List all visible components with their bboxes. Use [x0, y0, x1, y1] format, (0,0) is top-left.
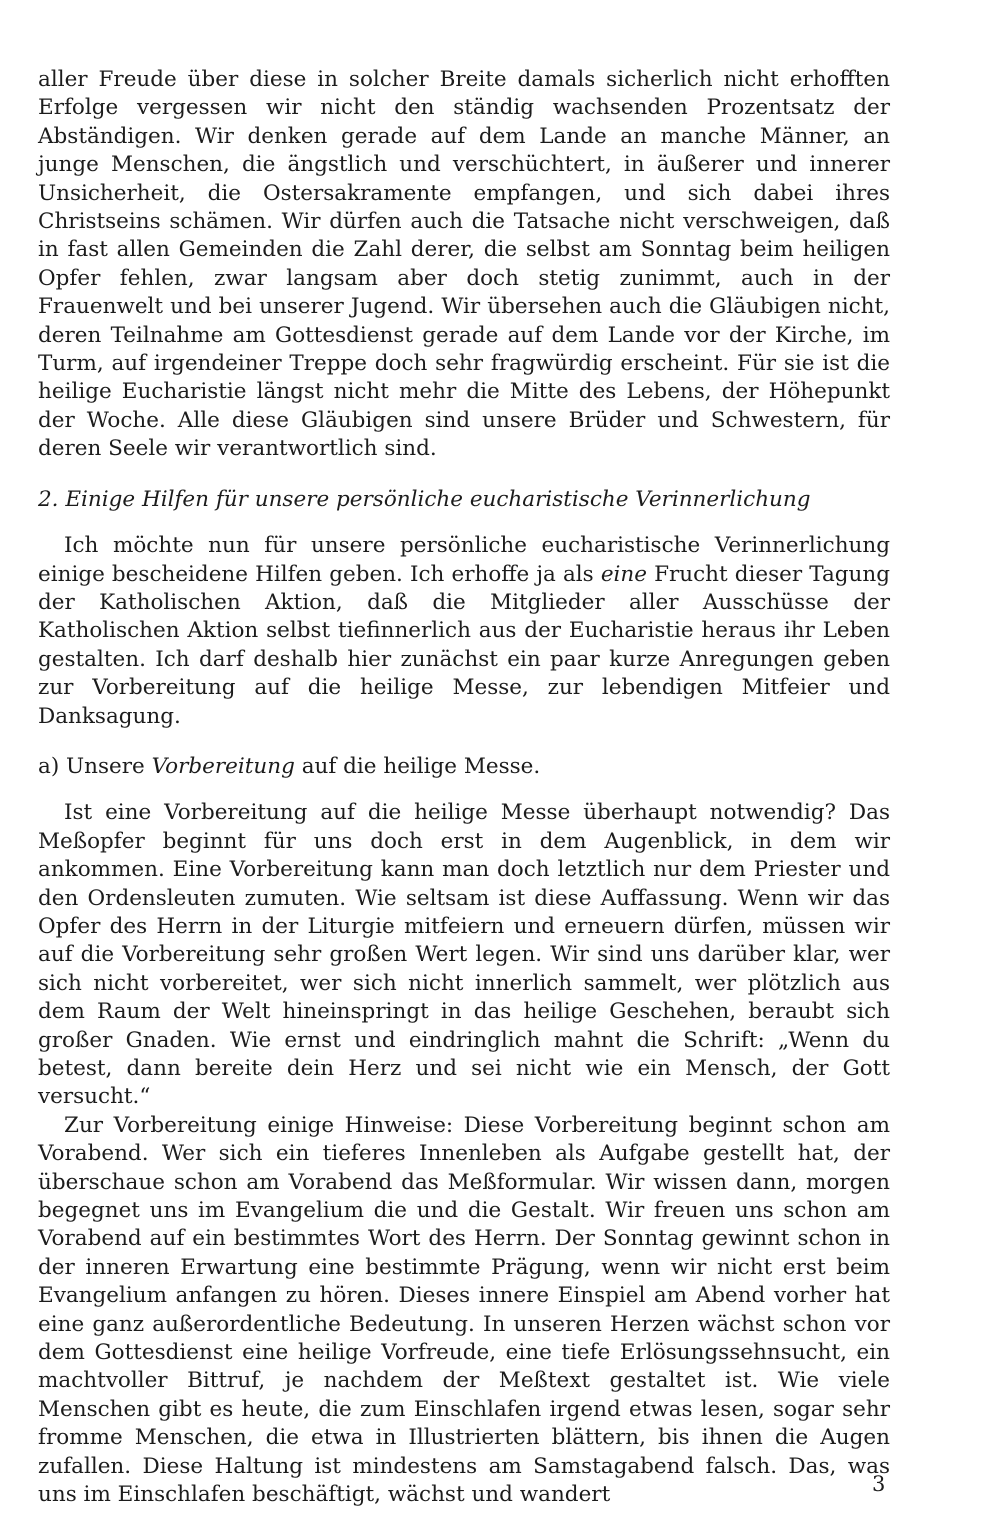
paragraph-hints: Zur Vorbereitung einige Hinweise: Diese Vorbereitung beginnt schon am Vorabend. Wer sich ein tieferes Innenleben als Aufgabe gestellt hat, der überschaue schon am Vorabend das Meßformular. Wir wissen dann, morgen begegnet uns im Evangelium die und die Gestalt. Wir freuen uns schon am Vorabend auf ein bestimmtes Wort des Herrn. Der Sonntag gewinnt schon in der inneren Erwartung eine bestimmte Prägung, wenn wir nicht erst beim Evangelium anfangen zu hören. Dieses innere Einspiel am Abend vorher hat eine ganz außerordentliche Bedeutung. In unseren Herzen wächst schon vor dem Gottesdienst eine heilige Vorfreude, eine tiefe Erlösungssehnsucht, ein machtvoller Bittruf, je nachdem der Meßtext gestaltet ist. Wie viele Menschen gibt es heute, die zum Einschlafen irgend etwas lesen, sogar sehr fromme Menschen, die etwa in Illustrierten blättern, bis ihnen die Augen zufallen. Diese Haltung ist mindestens am Samstagabend falsch. Das, was uns im Einschlafen beschäftigt, wächst und wandert	[38, 1112, 890, 1508]
subheading-text-part: a) Unsere	[38, 753, 152, 779]
paragraph-continued: aller Freude über diese in solcher Breite damals sicherlich nicht erhofften Erfolge vergessen wir nicht den ständig wachsenden Prozentsatz der Abständigen. Wir denken gerade auf dem Lande an manche Männer, an junge Menschen, die ängstlich und verschüchtert, in äußerer und innerer Unsicherheit, die Ostersakramente empfangen, und sich dabei ihres Christseins schämen. Wir dürfen auch die Tatsache nicht verschweigen, daß in fast allen Gemeinden die Zahl derer, die selbst am Sonntag beim heiligen Opfer fehlen, zwar langsam aber doch stetig zunimmt, auch in der Frauenwelt und bei unserer Jugend. Wir übersehen auch die Gläubigen nicht, deren Teilnahme am Gottesdienst gerade auf dem Lande vor der Kirche, im Turm, auf irgendeiner Treppe doch sehr fragwürdig erscheint. Für sie ist die heilige Eucharistie längst nicht mehr die Mitte des Lebens, der Höhepunkt der Woche. Alle diese Gläubigen sind unsere Brüder und Schwestern, für deren Seele wir verantwortlich sind.	[38, 67, 890, 462]
section-heading: 2. Einige Hilfen für unsere persönliche eucharistische Verinnerlichung	[38, 486, 811, 512]
subheading-text-part: auf die heilige Messe.	[294, 753, 541, 779]
page-text	[38, 66, 890, 1510]
paragraph-text-part: Ich möchte nun für unsere persönliche eucharistische Verinnerlichung einige bescheidene Hilfen geben. Ich erhoffe ja als	[38, 533, 890, 587]
paragraph-text-part: Frucht dieser Tagung der Katholischen Aktion, daß die Mitglieder aller Ausschüsse der Katholischen Aktion selbst tiefinnerlich aus der Eucharistie heraus ihr Leben gestalten. Ich darf deshalb hier zunächst ein paar kurze Anregungen geben zur Vorbereitung auf die heilige Messe, zur lebendigen Mitfeier und Danksagung.	[38, 561, 890, 729]
emphasis-eine: eine	[600, 561, 647, 587]
paragraph-help-intro	[38, 532, 890, 731]
emphasis-vorbereitung: Vorbereitung	[151, 753, 295, 779]
paragraph-preparation: Ist eine Vorbereitung auf die heilige Messe überhaupt notwendig? Das Meßopfer beginnt für uns doch erst in dem Augenblick, in dem wir ankommen. Eine Vorbereitung kann man doch letztlich nur dem Priester und den Ordensleuten zumuten. Wie seltsam ist diese Auffassung. Wenn wir das Opfer des Herrn in der Liturgie mitfeiern und erneuern dürfen, müssen wir auf die Vorbereitung sehr großen Wert legen. Wir sind uns darüber klar, wer sich nicht vorbereitet, wer sich nicht innerlich sammelt, wer plötzlich aus dem Raum der Welt hineinspringt in das heilige Geschehen, beraubt sich großer Gnaden. Wie ernst und eindringlich mahnt die Schrift: „Wenn du betest, dann bereite dein Herz und sei nicht wie ein Mensch, der Gott versucht.“	[38, 800, 890, 1110]
subsection-heading	[38, 753, 890, 781]
page-number: 3	[872, 1472, 886, 1496]
